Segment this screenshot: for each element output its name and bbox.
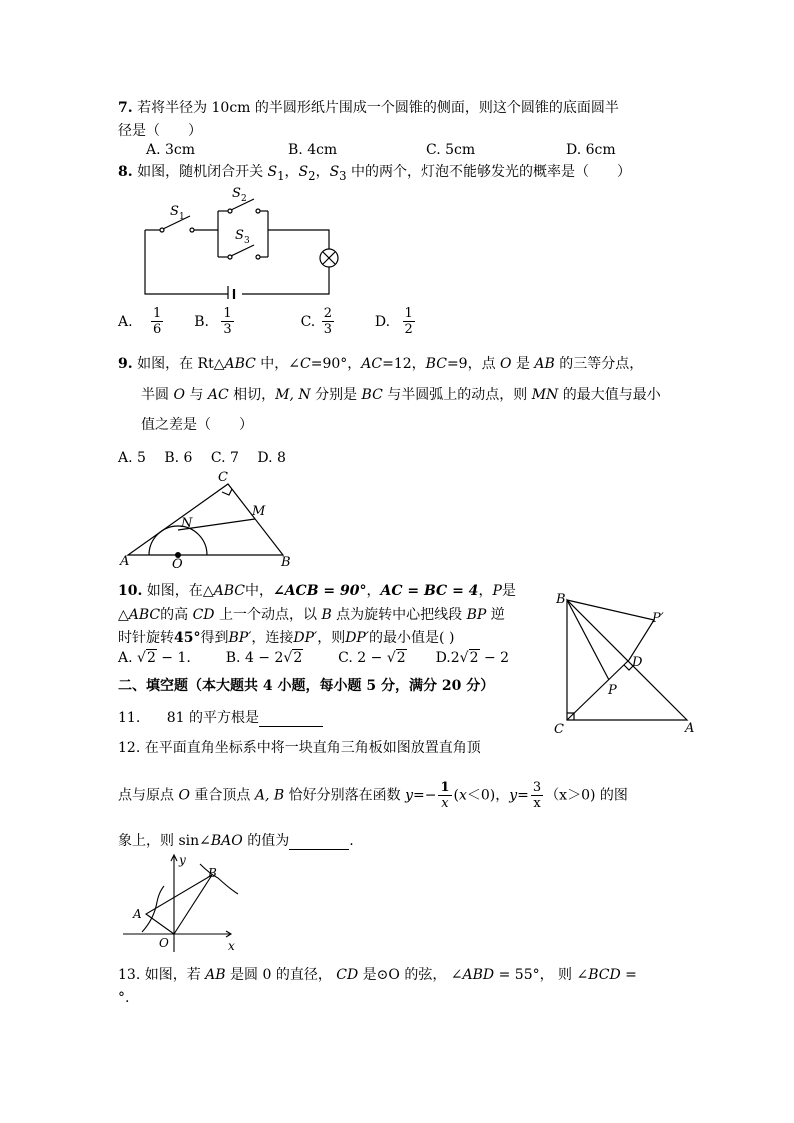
q9-l2-ac: AC (207, 387, 229, 403)
q12-frac1-den: x (441, 796, 449, 811)
q10-l1-angle: ∠ACB = 90° (272, 583, 367, 599)
q8-stem (118, 161, 631, 183)
q13-line1 (118, 964, 637, 984)
q9-fig-o: O (172, 557, 183, 570)
q12-frac2-den: x (533, 796, 541, 811)
q10-line3 (118, 627, 454, 647)
q8-option-c (300, 306, 341, 337)
q13-l1-a: 13. 如图，若 (118, 967, 206, 983)
q10-l2-b: 上一个动点，以 (214, 607, 322, 623)
q10-l3-b: 得到 (200, 630, 229, 646)
q9-l1-ac: AC (361, 356, 383, 372)
q10-l1-d: ， (478, 583, 493, 599)
q10-fig-pprime: P′ (652, 611, 664, 626)
q10-opt-a-tail: − 1. (156, 650, 191, 666)
q9-l1-h: 的三等分点， (554, 356, 644, 372)
q9-fig-n: N (181, 516, 193, 531)
q8-opt-d-num: 1 (404, 306, 413, 321)
q8-opt-b-num: 1 (223, 306, 232, 321)
q7-line1 (118, 97, 619, 117)
q10-triangle-figure (550, 590, 695, 738)
q8-option-b (194, 306, 240, 337)
q10-l3-dp: DP′ (293, 630, 318, 646)
q10-fig-b: B (556, 592, 566, 607)
q10-l3-a: 时针旋转 (118, 630, 174, 646)
q8-fig-s1-sub: 1 (179, 212, 185, 222)
q7-line2: 径是（ ） (118, 123, 202, 139)
q10-option-a: A. √2 − 1. (118, 650, 191, 666)
q9-l2-f: 的最大值与最小 (558, 387, 661, 403)
q10-l3-deg: 45° (174, 630, 201, 646)
q8-opt-c-den: 3 (323, 322, 332, 337)
q13-l1-bcd: BCD (588, 967, 621, 983)
q8-opt-a-num: 1 (153, 306, 162, 321)
q12-answer-blank[interactable] (289, 849, 349, 850)
q10-fig-c: C (554, 722, 564, 737)
q8-s3: S (329, 164, 340, 180)
q8-opt-b-letter: B. (194, 313, 209, 330)
q10-opt-b-rad: 2 (293, 650, 303, 666)
q9-options: A. 5 B. 6 C. 7 D. 8 (118, 450, 286, 466)
q8-options (118, 306, 417, 337)
q13-l1-e: = (620, 967, 637, 983)
q8-number: 8. (118, 164, 133, 180)
q10-fig-a: A (685, 721, 695, 736)
q8-fig-s2: S (232, 186, 241, 201)
q12-fig-b: B (208, 866, 217, 880)
q9-l1-ab: AB (534, 356, 555, 372)
q11 (118, 707, 323, 727)
q13-l1-abd: ABD (462, 967, 495, 983)
q8-opt-d-den: 2 (404, 322, 413, 337)
q8-circuit-diagram (140, 183, 340, 299)
q10-l1-e: 是 (501, 583, 516, 599)
q12-l2-o: O (178, 787, 190, 804)
q10-l1-eq: AC = BC = 4 (380, 583, 479, 599)
q10-l2-tri: △ABC (118, 607, 161, 623)
q8-opt-b-den: 3 (223, 322, 232, 337)
q12-fig-y: y (179, 853, 186, 867)
q12-l2-eq1: =− (412, 787, 437, 804)
q8-opt-d-letter: D. (374, 313, 391, 330)
q9-fig-c: C (218, 470, 228, 485)
q12-l3-a: 象上，则 sin∠ (118, 833, 211, 849)
q10-l2-seg: BP (466, 607, 487, 623)
q10-l2-a: 的高 (160, 607, 193, 623)
q10-l1-a: 如图，在 (142, 583, 203, 599)
q13-l1-c: 是⊙O 的弦， ∠ (358, 967, 463, 983)
q10-opt-a-rad: 2 (146, 650, 156, 666)
q10-line2 (118, 604, 505, 624)
q9-fig-a: A (120, 554, 130, 569)
q10-opt-d: D.2 (435, 650, 460, 666)
q12-fig-x: x (228, 939, 235, 953)
q7-option-c: C. 5cm (426, 142, 476, 158)
q13-l1-d: = 55°， 则 ∠ (494, 967, 589, 983)
q12-l2-cond1x: x (458, 787, 467, 804)
q9-l1-b: 中，∠ (255, 356, 301, 372)
q10-l1-c: ， (366, 583, 381, 599)
q12-l2-b: 重合顶点 (189, 787, 255, 804)
q10-l1-b: 中， (244, 583, 273, 599)
q9-line3: 值之差是（ ） (141, 417, 253, 433)
q13-l1-cd: CD (336, 967, 359, 983)
q12-fig-o: O (159, 936, 169, 950)
q10-l3-dp2: DP′ (345, 630, 370, 646)
q8-s3-sub: 3 (339, 168, 347, 183)
q10-options (118, 650, 509, 666)
q10-opt-d-rad: 2 (469, 650, 479, 666)
q8-s1-sub: 1 (277, 168, 285, 183)
q9-l1-c: C (300, 356, 311, 372)
q9-l2-mn: M, N (275, 387, 311, 403)
q8-s1: S (267, 164, 278, 180)
q12-graph-figure (118, 852, 243, 956)
q13-l1-b: 是圆 0 的直径， (225, 967, 337, 983)
q9-l1-d: =90°， (310, 356, 362, 372)
q10-l3-bp: BP′ (228, 630, 252, 646)
q10-l2-c: 点为旋转中心把线段 (331, 607, 467, 623)
q9-l1-abc: ABC (224, 356, 256, 372)
q12-fig-a: A (133, 907, 142, 921)
q7-number: 7. (118, 100, 133, 116)
q11-number: 11. (118, 710, 141, 726)
section2-title: 二、填空题（本大题共 4 小题，每小题 5 分，满分 20 分） (118, 678, 495, 694)
q9-l1-f: =9，点 (446, 356, 501, 372)
q9-l2-mn2: MN (531, 387, 559, 403)
q10-number: 10. (118, 583, 143, 599)
q9-l2-e: 与半圆弧上的动点，则 (382, 387, 532, 403)
q12-l2-eq2: = (517, 787, 529, 804)
q12-line3 (118, 830, 354, 850)
q10-opt-c: C. 2 − (338, 650, 387, 666)
q10-l3-e: 的最小值是( ) (369, 630, 455, 646)
q12-l3-bao: BAO (210, 833, 243, 849)
q8-fig-s3: S (235, 228, 244, 243)
q12-l2-cond1b: ＜0)， (466, 787, 510, 804)
q7-option-d: D. 6cm (566, 142, 616, 158)
q8-opt-c-num: 2 (323, 306, 332, 321)
q7-stem: 若将半径为 10cm 的半圆形纸片围成一个圆锥的侧面，则这个圆锥的底面圆半 (137, 100, 619, 116)
q8-opt-c-letter: C. (300, 313, 316, 330)
q9-l1-a: 如图，在 Rt△ (137, 356, 225, 372)
q10-l3-c: ，连接 (251, 630, 294, 646)
q13-l1-ab: AB (205, 967, 226, 983)
q9-l1-bc: BC (425, 356, 447, 372)
q12-l2-y2: y (509, 787, 518, 804)
q9-l2-b: 与 (184, 387, 208, 403)
q8-fig-s2-sub: 2 (241, 194, 247, 204)
q8-stem-b: 中的两个，灯泡不能够发光的概率是（ ） (346, 164, 632, 180)
q8-option-d (374, 306, 417, 337)
q10-opt-c-rad: 2 (396, 650, 406, 666)
q13-line2: °. (118, 990, 130, 1006)
q10-line1 (118, 580, 516, 600)
q9-line2 (141, 384, 661, 404)
q10-l3-d: ，则 (317, 630, 346, 646)
q9-fig-b: B (281, 555, 291, 570)
q12-l2-c: 恰好分别落在函数 (284, 787, 406, 804)
q10-option-d: D.2√2 − 2 (435, 650, 510, 666)
q10-l1-tri: △ABC (202, 583, 245, 599)
q12-l2-ab: A, B (254, 787, 285, 804)
q12-l2-y1: y (405, 787, 413, 804)
q12-l2-a: 点与原点 (118, 787, 179, 804)
q12-l3-end: . (349, 833, 354, 849)
q10-opt-b: B. 4 − 2 (225, 650, 284, 666)
q9-l2-o: O (173, 387, 185, 403)
q8-s2-sub: 2 (308, 168, 316, 183)
q10-fig-p: P (608, 683, 617, 698)
q8-opt-a-den: 6 (153, 322, 162, 337)
q9-triangle-figure (118, 470, 298, 570)
q12-line2 (118, 780, 628, 811)
q10-option-b: B. 4 − 2√2 (225, 650, 303, 666)
q8-stem-a: 如图，随机闭合开关 (137, 164, 268, 180)
q9-l2-d: 分别是 (310, 387, 362, 403)
q10-fig-d: D (632, 655, 643, 670)
q10-l2-bp: B (321, 607, 332, 623)
q10-l1-p: P (492, 583, 502, 599)
q8-option-a (118, 306, 170, 337)
q9-l2-bc: BC (361, 387, 383, 403)
q12-l2-cond2: （x＞0) 的图 (545, 787, 628, 804)
q12-frac1-num: 1 (440, 780, 450, 795)
q7-option-b: B. 4cm (288, 142, 338, 158)
q10-opt-a: A. (118, 650, 138, 666)
q12-frac2-num: 3 (532, 780, 542, 795)
q9-number: 9. (118, 356, 133, 372)
q9-l1-o: O (500, 356, 512, 372)
q10-opt-d-tail: − 2 (479, 650, 510, 666)
q9-l1-g: 是 (511, 356, 535, 372)
q8-opt-a-letter: A. (118, 313, 133, 330)
q9-l2-a: 半圆 (141, 387, 174, 403)
q12-l2-cond1a: ( (453, 787, 459, 804)
q10-l2-cd: CD (192, 607, 215, 623)
q9-l1-e: =12， (382, 356, 426, 372)
q10-option-c: C. 2 − √2 (338, 650, 406, 666)
q11-text: 81 的平方根是 (166, 710, 259, 726)
q9-line1 (118, 353, 643, 373)
q12-l3-b: 的值为 (242, 833, 290, 849)
q9-fig-m: M (252, 504, 266, 519)
q11-answer-blank[interactable] (259, 726, 323, 727)
q8-sep2: ， (315, 164, 330, 180)
q8-s2: S (298, 164, 309, 180)
q8-sep1: ， (284, 164, 299, 180)
q8-fig-s1: S (170, 204, 179, 219)
q8-fig-s3-sub: 3 (244, 236, 250, 246)
q9-l2-c: 相切， (228, 387, 276, 403)
q7-option-a: A. 3cm (146, 142, 196, 158)
q12-line1: 12. 在平面直角坐标系中将一块直角三角板如图放置直角顶 (118, 740, 481, 756)
q10-l2-d: 逆 (486, 607, 505, 623)
